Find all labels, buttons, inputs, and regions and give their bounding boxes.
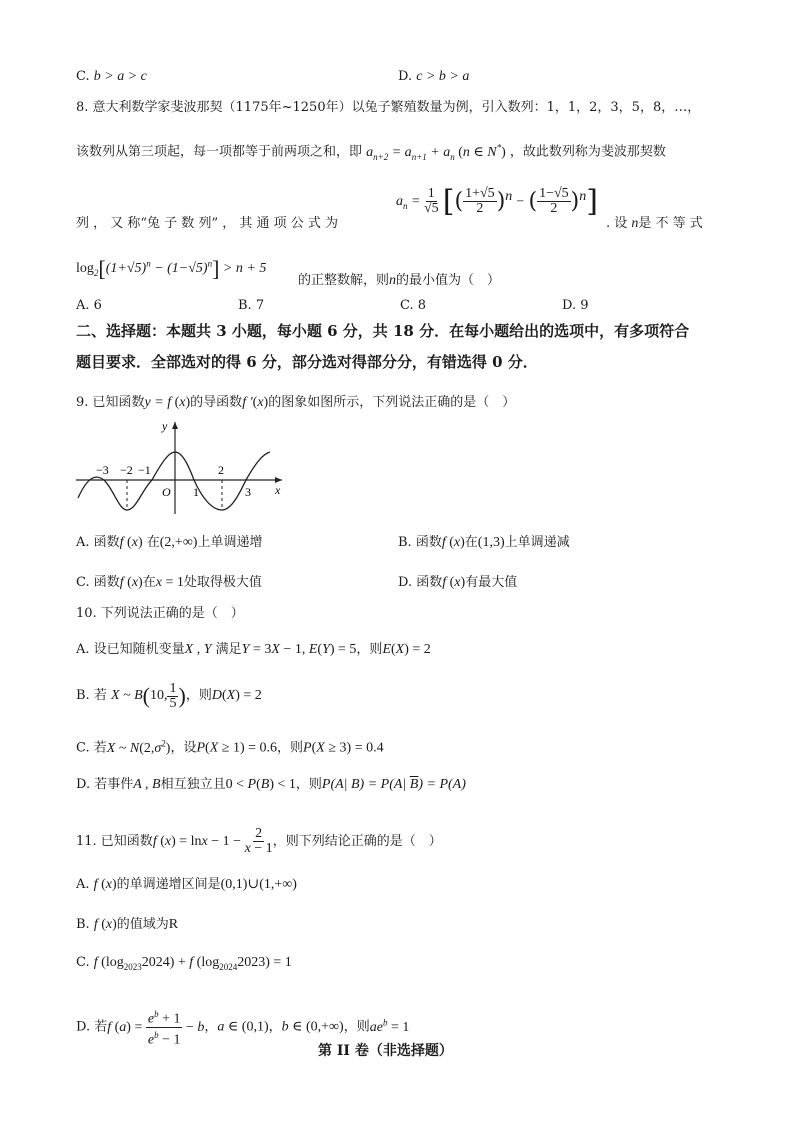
q11-option-d: D. 若f (a) = $\frac{e^b + 1}{e^b - 1}$ − b，a ∈ (0,1)，b ∈ (0,+∞)，则$ae^b = 1$ [76, 1009, 410, 1048]
q10-option-c: C. 若X ~ $N(2,\sigma^2)$，设P(X ≥ 1) = 0.6，则P(X ≥ 3) = 0.4 [76, 738, 384, 756]
tick-minus-2: −2 [120, 463, 133, 477]
q7-option-c: C. b > a > c [76, 69, 147, 84]
origin-label: O [162, 485, 171, 499]
section2-heading-line1: 二、选择题：本题共 3 小题，每小题 6 分，共 18 分．在每小题给出的选项中，有多项符合 [76, 322, 690, 340]
q11-option-a: A. f (x)的单调递增区间是(0,1)∪(1,+∞) [76, 877, 297, 892]
q8-option-b: B. 7 [238, 298, 265, 313]
q10-option-b: B. 若 X ~ B(10, $\frac{1}{5}$ )，则D(X) = 2 [76, 680, 262, 711]
q8-line2: 该数列从第三项起，每一项都等于前两项之和，即 $a_{n+2} = a_{n+1} + a_n$ (n ∈ N*) ，故此数列称为斐波那契数 [76, 142, 666, 162]
q8-line3: 列 ， 又 称“兔 子 数 列” ， 其 通 项 公 式 为 [76, 216, 339, 231]
q9-stem: 9. 已知函数y = f (x)的导函数f ′(x)的图象如图所示，下列说法正确的是（ ） [76, 395, 516, 410]
q10-stem: 10. 下列说法正确的是（ ） [76, 606, 244, 621]
q11-option-b: B. f (x)的值域为R [76, 917, 179, 932]
q11-option-c: C. f $(\log_{2023}2024) + f$ $(\log_{2024}2023) = 1$ [76, 955, 292, 972]
tick-1: 1 [193, 485, 199, 499]
q8-option-c: C. 8 [400, 298, 427, 313]
tick-2: 2 [218, 463, 224, 477]
q8-line3-tail: . 设 n是 不 等 式 [606, 216, 703, 231]
q8-inequality: $\log_2[(1+√5)^n - (1-√5)^n] > n + 5$ [76, 255, 267, 281]
q9-option-a: A. 函数f (x) 在(2,+∞)上单调递增 [76, 535, 263, 550]
q9-option-c: C. 函数f (x)在x = 1处取得极大值 [76, 575, 262, 590]
y-axis-label: y [162, 419, 168, 433]
q10-option-a: A. 设已知随机变量X , Y 满足Y = 3X − 1, E(Y) = 5，则E(X) = 2 [76, 642, 431, 657]
derivative-graph [74, 418, 294, 518]
q8-line1: 8. 意大利数学家斐波那契（1175年~1250年）以兔子繁殖数量为例，引入数列：1，1，2，3，5，8，…， [76, 100, 701, 115]
q8-general-formula: $a_n$ = $\frac{1}{√5}$ [( $\frac{1+√5}{2}$ )$^n$ − ( $\frac{1-√5}{2}$ )$^n$] [396, 183, 598, 219]
q10-option-d: D. 若事件A , B相互独立且0 < P(B) < 1，则P(A| B) = P(A| $\overline{B}) = P(A)$ [76, 777, 466, 792]
q11-stem: 11. 已知函数f (x) = lnx − 1 − $\frac{2}{x - 1}$ ，则下列结论正确的是（ ） [76, 826, 442, 857]
section2-heading-line2: 题目要求．全部选对的得 6 分，部分选对得部分分，有错选得 0 分． [76, 353, 538, 371]
q8-option-d: D. 9 [562, 298, 589, 313]
tick-minus-3: −3 [96, 463, 109, 477]
y-axis-arrow [172, 422, 178, 429]
q8-option-a: A. 6 [76, 298, 102, 313]
tick-minus-1: −1 [138, 463, 151, 477]
q9-option-d: D. 函数f (x)有最大值 [398, 575, 518, 590]
tick-3: 3 [245, 485, 251, 499]
q8-line4: 的正整数解，则n的最小值为（ ） [298, 273, 501, 288]
q9-option-b: B. 函数f (x)在(1,3)上单调递减 [398, 535, 570, 550]
part2-title: 第 II 卷（非选择题） [318, 1043, 453, 1059]
q7-option-d: D. c > b > a [398, 69, 470, 84]
derivative-curve [78, 452, 270, 510]
x-axis-label: x [275, 483, 281, 497]
